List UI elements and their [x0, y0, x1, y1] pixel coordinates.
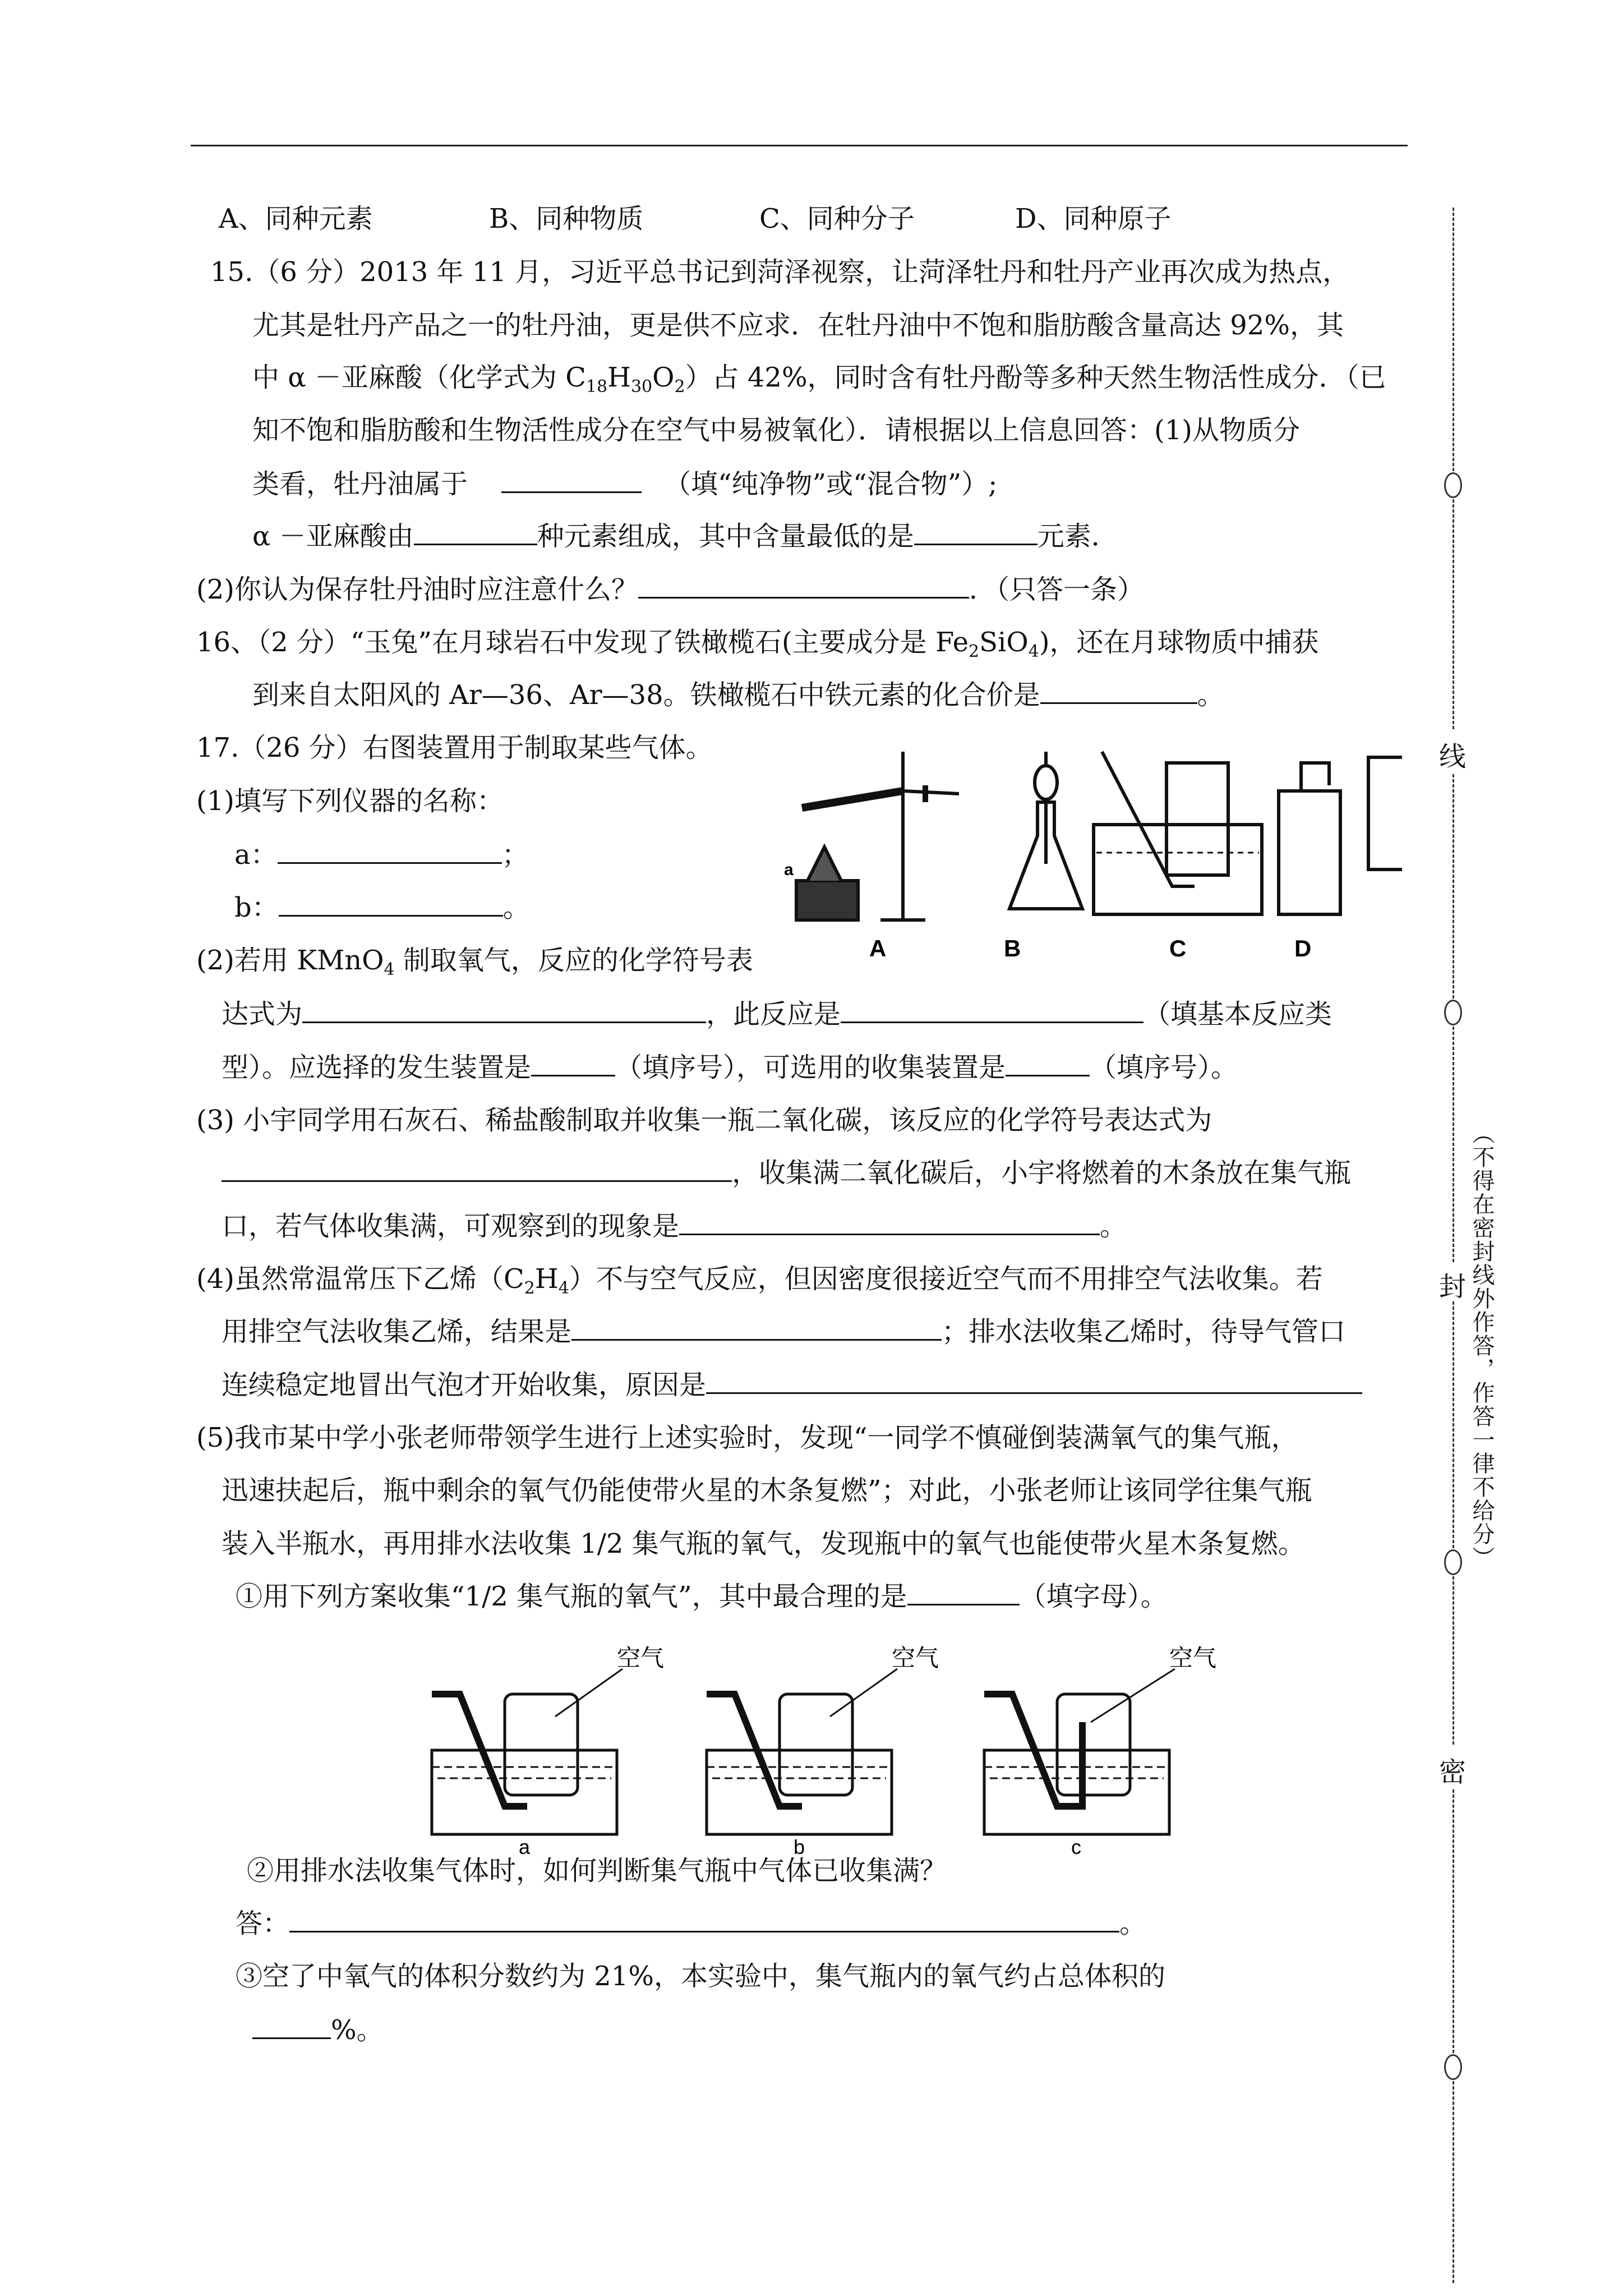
- blank-reaction-type[interactable]: [841, 997, 1144, 1023]
- q17-p5-q3: ③空了中氧气的体积分数约为 21%，本实验中，集气瓶内的氧气约占总体积的: [236, 1961, 1165, 1992]
- blank-kmno4-equation[interactable]: [302, 997, 706, 1023]
- option-d: D、同种原子: [1015, 203, 1172, 234]
- blank-oxygen-percent[interactable]: [252, 2013, 331, 2039]
- blank-ethylene-reason[interactable]: [706, 1368, 1362, 1394]
- option-a: A、同种元素: [219, 203, 373, 234]
- q17-p3-l2: ，收集满二氧化碳后，小宇将燃着的木条放在集气瓶: [222, 1156, 1351, 1190]
- binding-xian: 线: [1439, 741, 1467, 772]
- bottle-e: [1368, 757, 1402, 869]
- q15-line6: α －亚麻酸由 种元素组成，其中含量最低的是 元素．: [252, 519, 1118, 553]
- binding-dash: [1453, 1789, 1454, 2053]
- q16-line1: 16、（2 分）“玉兔”在月球岩石中发现了铁橄榄石(主要成分是 $Fe_2SiO_4$)，还在月球物质中捕获: [196, 627, 1319, 661]
- lamp-base: [796, 881, 858, 920]
- binding-mi: 密: [1439, 1756, 1467, 1788]
- q15-line3: 中 α －亚麻酸（化学式为 $C_{18}H_{30}O_2$）占 42%，同时含有牡丹酚等多种天然生物活性成分．（已: [252, 362, 1386, 397]
- blank-element-count[interactable]: [414, 519, 537, 545]
- methods-figure: [426, 1638, 1245, 1857]
- q17-p4-l3: 连续稳定地冒出气泡才开始收集，原因是: [222, 1368, 1362, 1402]
- q15-line5: 类看，牡丹油属于 （填“纯净物”或“混合物”）;: [252, 467, 997, 501]
- q15-line2: 尤其是牡丹产品之一的牡丹油，更是供不应求．在牡丹油中不饱和脂肪酸含量高达 92%，其: [252, 310, 1344, 341]
- q17-p5-ans: 答： 。: [236, 1906, 1146, 1940]
- binding-dash: [1453, 1301, 1454, 1548]
- q17-p5-l1: (5)我市某中学小张老师带领学生进行上述实验时，发现“一同学不慎碰倒装满氧气的集气瓶，: [196, 1422, 1298, 1453]
- q15-line1: 15.（6 分）2013 年 11 月，习近平总书记到菏泽视察，让菏泽牡丹和牡丹产业再次成为热点，: [210, 256, 1350, 288]
- q17-p5-q1: ①用下列方案收集“1/2 集气瓶的氧气”，其中最合理的是 （填字母）。: [236, 1579, 1168, 1613]
- bottle-c: [1166, 763, 1228, 875]
- air-label-a: 空气: [617, 1645, 665, 1671]
- binding-dash: [1453, 1027, 1454, 1262]
- q17-p3-l1: (3) 小宇同学用石灰石、稀盐酸制取并收集一瓶二氧化碳，该反应的化学符号表达式为: [196, 1105, 1212, 1136]
- q17-p1: (1)填写下列仪器的名称：: [196, 785, 504, 817]
- label-c: c: [1071, 1835, 1081, 1857]
- funnel-b: [1035, 766, 1057, 799]
- apparatus-figure: [774, 740, 1402, 965]
- option-c: C、同种分子: [759, 203, 915, 234]
- q15-line7: (2)你认为保存牡丹油时应注意什么？ ．（只答一条）: [196, 572, 1144, 606]
- q17-p2-l3: 型）。应选择的发生装置是 （填序号），可选用的收集装置是 （填序号）。: [222, 1050, 1238, 1084]
- blank-best-method[interactable]: [907, 1579, 1020, 1605]
- binding-dash: [1453, 499, 1454, 729]
- q17-line1: 17.（26 分）右图装置用于制取某些气体。: [196, 732, 713, 763]
- q17-p3-l3: 口，若气体收集满，可观察到的现象是 。: [222, 1209, 1127, 1243]
- label-a: a: [519, 1835, 531, 1857]
- binding-note: （不得在密封线外作答，作答一律不给分）: [1469, 1122, 1495, 1570]
- air-label-b: 空气: [892, 1645, 939, 1671]
- method-b: [707, 1669, 897, 1834]
- label-small-a: a: [784, 861, 794, 879]
- blank-lowest-element[interactable]: [914, 519, 1038, 545]
- blank-generator[interactable]: [531, 1050, 615, 1076]
- q16-line2: 到来自太阳风的 Ar—36、Ar—38。铁橄榄石中铁元素的化合价是 。: [252, 678, 1224, 712]
- binding-feng: 封: [1439, 1271, 1467, 1303]
- binding-circle: [1444, 2054, 1462, 2080]
- blank-co2-equation[interactable]: [222, 1156, 732, 1182]
- method-a: [432, 1669, 623, 1834]
- tube-c: [1102, 752, 1195, 886]
- trough-c: [1094, 825, 1262, 914]
- q17-p5-l3: 装入半瓶水，再用排水法收集 1/2 集气瓶的氧气，发现瓶中的氧气也能使带火星木条复燃。: [222, 1528, 1305, 1559]
- binding-dash: [1453, 1576, 1454, 1745]
- method-c: [984, 1669, 1175, 1834]
- q17-p2-l2: 达式为 ，此反应是 （填基本反应类: [222, 997, 1332, 1031]
- q17-p4-l1: (4)虽然常温常压下乙烯$(C_2H_4)$不与空气反应，但因密度很接近空气而不用排空气法收集。若: [196, 1263, 1323, 1298]
- blank-full-judgement[interactable]: [289, 1906, 1119, 1932]
- option-b: B、同种物质: [489, 203, 644, 234]
- binding-dash: [1453, 2081, 1454, 2283]
- blank-ethylene-result[interactable]: [571, 1314, 942, 1341]
- blank-valence[interactable]: [1040, 678, 1197, 704]
- q17-p5-q2: ②用排水法收集气体时，如何判断集气瓶中气体已收集满？: [247, 1855, 947, 1887]
- label-A: A: [869, 935, 887, 961]
- air-label-c: 空气: [1169, 1645, 1217, 1671]
- label-B: B: [1004, 935, 1021, 961]
- bottle-d: [1279, 791, 1340, 914]
- q17-b: b： 。: [234, 890, 530, 924]
- top-rule: [191, 145, 1408, 146]
- binding-circle: [1444, 472, 1462, 498]
- q17-p5-q3-l2: %。: [252, 2013, 384, 2047]
- label-b: b: [794, 1835, 805, 1857]
- blank-storage[interactable]: [638, 572, 969, 599]
- label-C: C: [1169, 935, 1187, 961]
- q17-a: a： ；: [234, 838, 529, 872]
- binding-circle: [1444, 1549, 1462, 1575]
- label-D: D: [1294, 935, 1312, 961]
- binding-dash: [1453, 774, 1454, 999]
- blank-substance-class[interactable]: [501, 467, 642, 493]
- blank-instrument-a[interactable]: [278, 838, 502, 864]
- q17-p4-l2: 用排空气法收集乙烯，结果是 ；排水法收集乙烯时，待导气管口: [222, 1314, 1345, 1349]
- q17-p5-l2: 迅速扶起后，瓶中剩余的氧气仍能使带火星的木条复燃”；对此，小张老师让该同学往集气瓶: [222, 1475, 1312, 1506]
- blank-collector[interactable]: [1006, 1050, 1090, 1076]
- binding-circle: [1444, 1000, 1462, 1025]
- blank-co2-phenomenon[interactable]: [679, 1209, 1100, 1235]
- binding-dash: [1453, 208, 1454, 471]
- q15-line4: 知不饱和脂肪酸和生物活性成分在空气中易被氧化）．请根据以上信息回答：(1)从物质分: [252, 415, 1300, 446]
- q17-p2: (2)若用 KMnO$_4$ 制取氧气，反应的化学符号表: [196, 945, 753, 979]
- blank-instrument-b[interactable]: [279, 890, 503, 917]
